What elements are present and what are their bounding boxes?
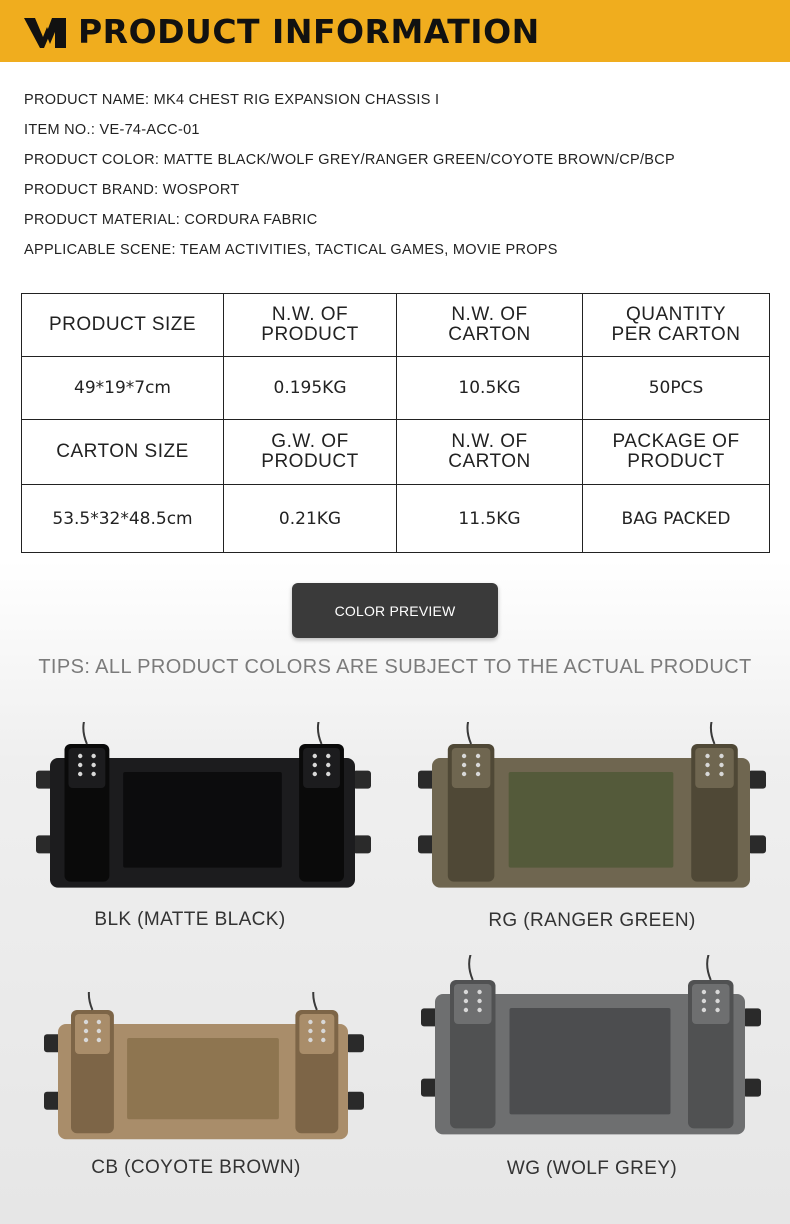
grommet-icon xyxy=(321,1038,325,1042)
bungee-cord xyxy=(83,722,87,744)
color-preview-button[interactable]: COLOR PREVIEW xyxy=(292,583,498,638)
product-name: PRODUCT NAME: MK4 CHEST RIG EXPANSION CHASSIS I xyxy=(24,92,440,108)
bungee-cord xyxy=(467,722,471,744)
grommet-icon xyxy=(462,763,466,767)
grommet-icon xyxy=(308,1020,312,1024)
bungee-cord xyxy=(318,722,322,744)
table-cell: 53.5*32*48.5cm xyxy=(22,485,224,553)
velcro-panel xyxy=(510,1008,671,1114)
grommet-icon xyxy=(705,754,709,758)
table-row xyxy=(22,485,770,553)
pouch-flap xyxy=(303,748,340,788)
product-image-matte-black xyxy=(30,722,375,902)
grommet-icon xyxy=(462,754,466,758)
buckle-icon xyxy=(346,1092,364,1110)
grommet-icon xyxy=(702,990,706,994)
grommet-icon xyxy=(477,990,481,994)
table-cell: 10.5KG xyxy=(397,357,583,420)
grommet-icon xyxy=(464,999,468,1003)
buckle-icon xyxy=(748,771,766,789)
grommet-icon xyxy=(702,999,706,1003)
bungee-cord xyxy=(469,955,473,980)
grommet-icon xyxy=(477,999,481,1003)
table-cell: 50PCS xyxy=(583,357,770,420)
pouch-flap xyxy=(695,748,734,788)
grommet-icon xyxy=(705,763,709,767)
grommet-icon xyxy=(91,763,95,767)
grommet-icon xyxy=(78,772,82,776)
table-header-cell: N.W. OF CARTON xyxy=(397,294,583,357)
table-header-cell: G.W. OF PRODUCT xyxy=(224,420,397,485)
page-title: PRODUCT INFORMATION xyxy=(78,12,540,51)
grommet-icon xyxy=(313,772,317,776)
grommet-icon xyxy=(464,1008,468,1012)
pouch-flap xyxy=(299,1014,334,1054)
table-cell: 0.195KG xyxy=(224,357,397,420)
product-info xyxy=(24,88,774,268)
grommet-icon xyxy=(313,754,317,758)
grommet-icon xyxy=(462,772,466,776)
header-banner xyxy=(0,0,790,62)
wosport-logo-icon xyxy=(22,14,68,52)
table-cell: 0.21KG xyxy=(224,485,397,553)
grommet-icon xyxy=(308,1029,312,1033)
table-row xyxy=(22,420,770,485)
product-material: PRODUCT MATERIAL: CORDURA FABRIC xyxy=(24,212,318,228)
grommet-icon xyxy=(715,990,719,994)
buckle-icon xyxy=(743,1008,761,1026)
grommet-icon xyxy=(97,1029,101,1033)
grommet-icon xyxy=(702,1008,706,1012)
grommet-icon xyxy=(78,754,82,758)
grommet-icon xyxy=(476,772,480,776)
caption-ranger-green: RG (RANGER GREEN) xyxy=(488,910,696,931)
velcro-panel xyxy=(509,772,674,868)
caption-matte-black: BLK (MATTE BLACK) xyxy=(94,909,286,930)
grommet-icon xyxy=(97,1038,101,1042)
grommet-icon xyxy=(313,763,317,767)
pouch-flap xyxy=(452,748,491,788)
product-image-wolf-grey xyxy=(415,955,765,1150)
grommet-icon xyxy=(97,1020,101,1024)
velcro-panel xyxy=(127,1038,279,1119)
grommet-icon xyxy=(476,754,480,758)
bungee-cord xyxy=(707,955,711,980)
grommet-icon xyxy=(84,1020,88,1024)
grommet-icon xyxy=(464,990,468,994)
buckle-icon xyxy=(353,771,371,789)
table-header-cell: PACKAGE OF PRODUCT xyxy=(583,420,770,485)
grommet-icon xyxy=(326,772,330,776)
grommet-icon xyxy=(321,1020,325,1024)
caption-wolf-grey: WG (WOLF GREY) xyxy=(506,1158,678,1179)
grommet-icon xyxy=(84,1029,88,1033)
grommet-icon xyxy=(91,754,95,758)
grommet-icon xyxy=(719,772,723,776)
grommet-icon xyxy=(476,763,480,767)
table-header-cell: CARTON SIZE xyxy=(22,420,224,485)
buckle-icon xyxy=(743,1079,761,1097)
grommet-icon xyxy=(84,1038,88,1042)
buckle-icon xyxy=(346,1034,364,1052)
grommet-icon xyxy=(326,754,330,758)
grommet-icon xyxy=(719,763,723,767)
bungee-cord xyxy=(711,722,715,744)
table-cell: 11.5KG xyxy=(397,485,583,553)
grommet-icon xyxy=(715,999,719,1003)
spec-table xyxy=(21,293,770,553)
grommet-icon xyxy=(705,772,709,776)
item-number: ITEM NO.: VE-74-ACC-01 xyxy=(24,122,200,138)
bungee-cord xyxy=(89,992,93,1010)
caption-coyote-brown: CB (COYOTE BROWN) xyxy=(91,1157,301,1178)
velcro-panel xyxy=(123,772,282,868)
product-image-ranger-green xyxy=(412,722,770,902)
tips-text: TIPS: ALL PRODUCT COLORS ARE SUBJECT TO THE ACTUAL PRODUCT xyxy=(38,656,752,678)
product-brand: PRODUCT BRAND: WOSPORT xyxy=(24,182,240,198)
table-header-cell: N.W. OF CARTON xyxy=(397,420,583,485)
table-header-cell: PRODUCT SIZE xyxy=(22,294,224,357)
table-row xyxy=(22,357,770,420)
pouch-flap xyxy=(75,1014,110,1054)
pouch-flap xyxy=(454,984,492,1024)
grommet-icon xyxy=(78,763,82,767)
product-image-coyote-brown xyxy=(38,992,368,1152)
grommet-icon xyxy=(719,754,723,758)
grommet-icon xyxy=(477,1008,481,1012)
buckle-icon xyxy=(353,835,371,853)
buckle-icon xyxy=(748,835,766,853)
grommet-icon xyxy=(321,1029,325,1033)
pouch-flap xyxy=(69,748,106,788)
grommet-icon xyxy=(91,772,95,776)
bungee-cord xyxy=(313,992,317,1010)
grommet-icon xyxy=(308,1038,312,1042)
grommet-icon xyxy=(715,1008,719,1012)
applicable-scene: APPLICABLE SCENE: TEAM ACTIVITIES, TACTICAL GAMES, MOVIE PROPS xyxy=(24,242,558,258)
table-header-cell: QUANTITY PER CARTON xyxy=(583,294,770,357)
table-cell: 49*19*7cm xyxy=(22,357,224,420)
pouch-flap xyxy=(692,984,730,1024)
grommet-icon xyxy=(326,763,330,767)
product-color: PRODUCT COLOR: MATTE BLACK/WOLF GREY/RANGER GREEN/COYOTE BROWN/CP/BCP xyxy=(24,152,675,168)
table-cell: BAG PACKED xyxy=(583,485,770,553)
table-row xyxy=(22,294,770,357)
table-header-cell: N.W. OF PRODUCT xyxy=(224,294,397,357)
